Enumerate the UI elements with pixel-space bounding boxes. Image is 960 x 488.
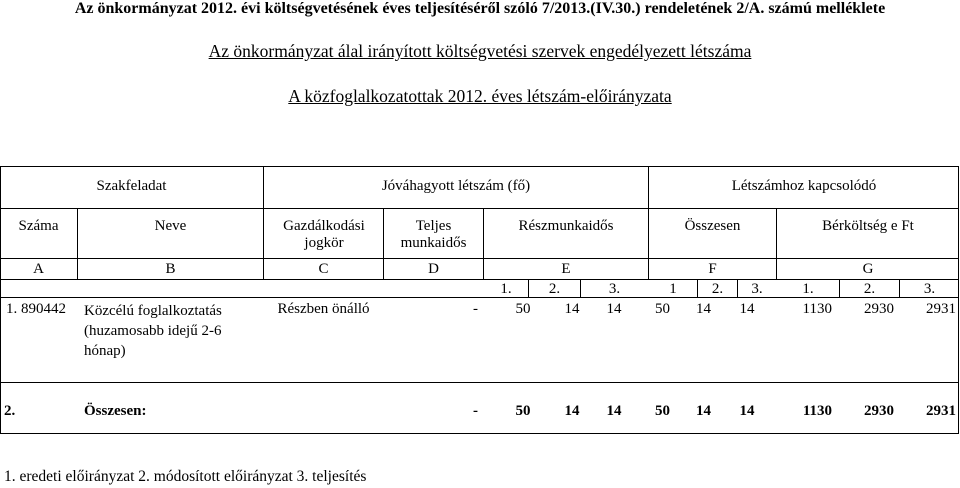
row1-value: 14 <box>564 301 580 317</box>
col-header-teljes: Teljes munkaidős <box>400 218 467 251</box>
total-num: 2. <box>4 403 16 419</box>
row1-value: 2930 <box>864 301 894 317</box>
sub-number: 1. <box>500 281 512 297</box>
letter-d: D <box>428 261 439 277</box>
total-value: 2930 <box>864 403 894 419</box>
col-header-gazdalkodasi: Gazdálkodási jogkör <box>283 218 365 251</box>
sub-number: 3. <box>608 281 621 297</box>
col-header-neve: Neve <box>154 218 187 234</box>
letter-c: C <box>318 261 329 277</box>
group-header-kapcsolodo: Létszámhoz kapcsolódó <box>731 178 877 194</box>
col-header-resz: Részmunkaidős <box>518 218 614 234</box>
sub-number: 1 <box>669 281 677 297</box>
total-label: Összesen: <box>84 403 147 419</box>
row1-szama: 1. 890442 <box>6 301 66 317</box>
total-value: 50 <box>655 403 670 419</box>
total-value: 14 <box>564 403 580 419</box>
row1-value: 50 <box>515 301 531 317</box>
letter-a: A <box>33 261 44 277</box>
row1-value: 2931 <box>926 301 956 317</box>
total-value: 1130 <box>802 403 832 419</box>
row1-value: 14 <box>606 301 622 317</box>
letter-e: E <box>561 261 571 277</box>
row1-value: 50 <box>655 301 670 317</box>
row1-gazdalkodasi: Részben önálló <box>277 301 370 317</box>
total-teljes: - <box>473 403 478 419</box>
group-header-szakfeladat: Szakfeladat <box>96 178 167 194</box>
sub-number: 2. <box>548 281 561 297</box>
col-header-berkoltseg: Bérköltség e Ft <box>822 218 914 234</box>
letter-b: B <box>165 261 176 277</box>
sub-number: 3. <box>751 281 763 297</box>
letter-f: F <box>708 261 717 277</box>
total-value: 14 <box>696 403 711 419</box>
sub-number: 2. <box>711 281 724 297</box>
group-header-jovahagyott: Jóváhagyott létszám (fő) <box>381 178 531 194</box>
total-value: 14 <box>739 403 755 419</box>
sub-number: 1. <box>802 281 814 297</box>
col-header-szama: Száma <box>18 218 59 234</box>
total-value: 2931 <box>926 403 956 419</box>
row1-teljes: - <box>473 301 478 317</box>
total-value: 14 <box>606 403 622 419</box>
sub-number: 3. <box>923 281 936 297</box>
appendix-header: Az önkormányzat 2012. évi költségvetésének éves teljesítéséről szóló 7/2013.(IV.30.) rendeletének 2/A. számú melléklete <box>74 0 886 17</box>
row1-value: 14 <box>739 301 755 317</box>
total-value: 50 <box>515 403 531 419</box>
letter-g: G <box>862 261 874 277</box>
row1-neve: Közcélú foglalkoztatás (huzamosabb idejű 2-6 hónap) <box>84 303 222 359</box>
footnote: 1. eredeti előirányzat 2. módosított előirányzat 3. teljesítés <box>4 468 367 485</box>
page-subtitle: A közfoglalkozatottak 2012. éves létszám-előirányzata <box>288 86 672 106</box>
page-title: Az önkormányzat álal irányított költségvetési szervek engedélyezett létszáma <box>208 41 752 61</box>
row1-value: 1130 <box>802 301 832 317</box>
table-border <box>1 167 959 434</box>
row1-value: 14 <box>696 301 711 317</box>
col-header-osszesen: Összesen <box>684 218 741 234</box>
sub-number: 2. <box>863 281 876 297</box>
